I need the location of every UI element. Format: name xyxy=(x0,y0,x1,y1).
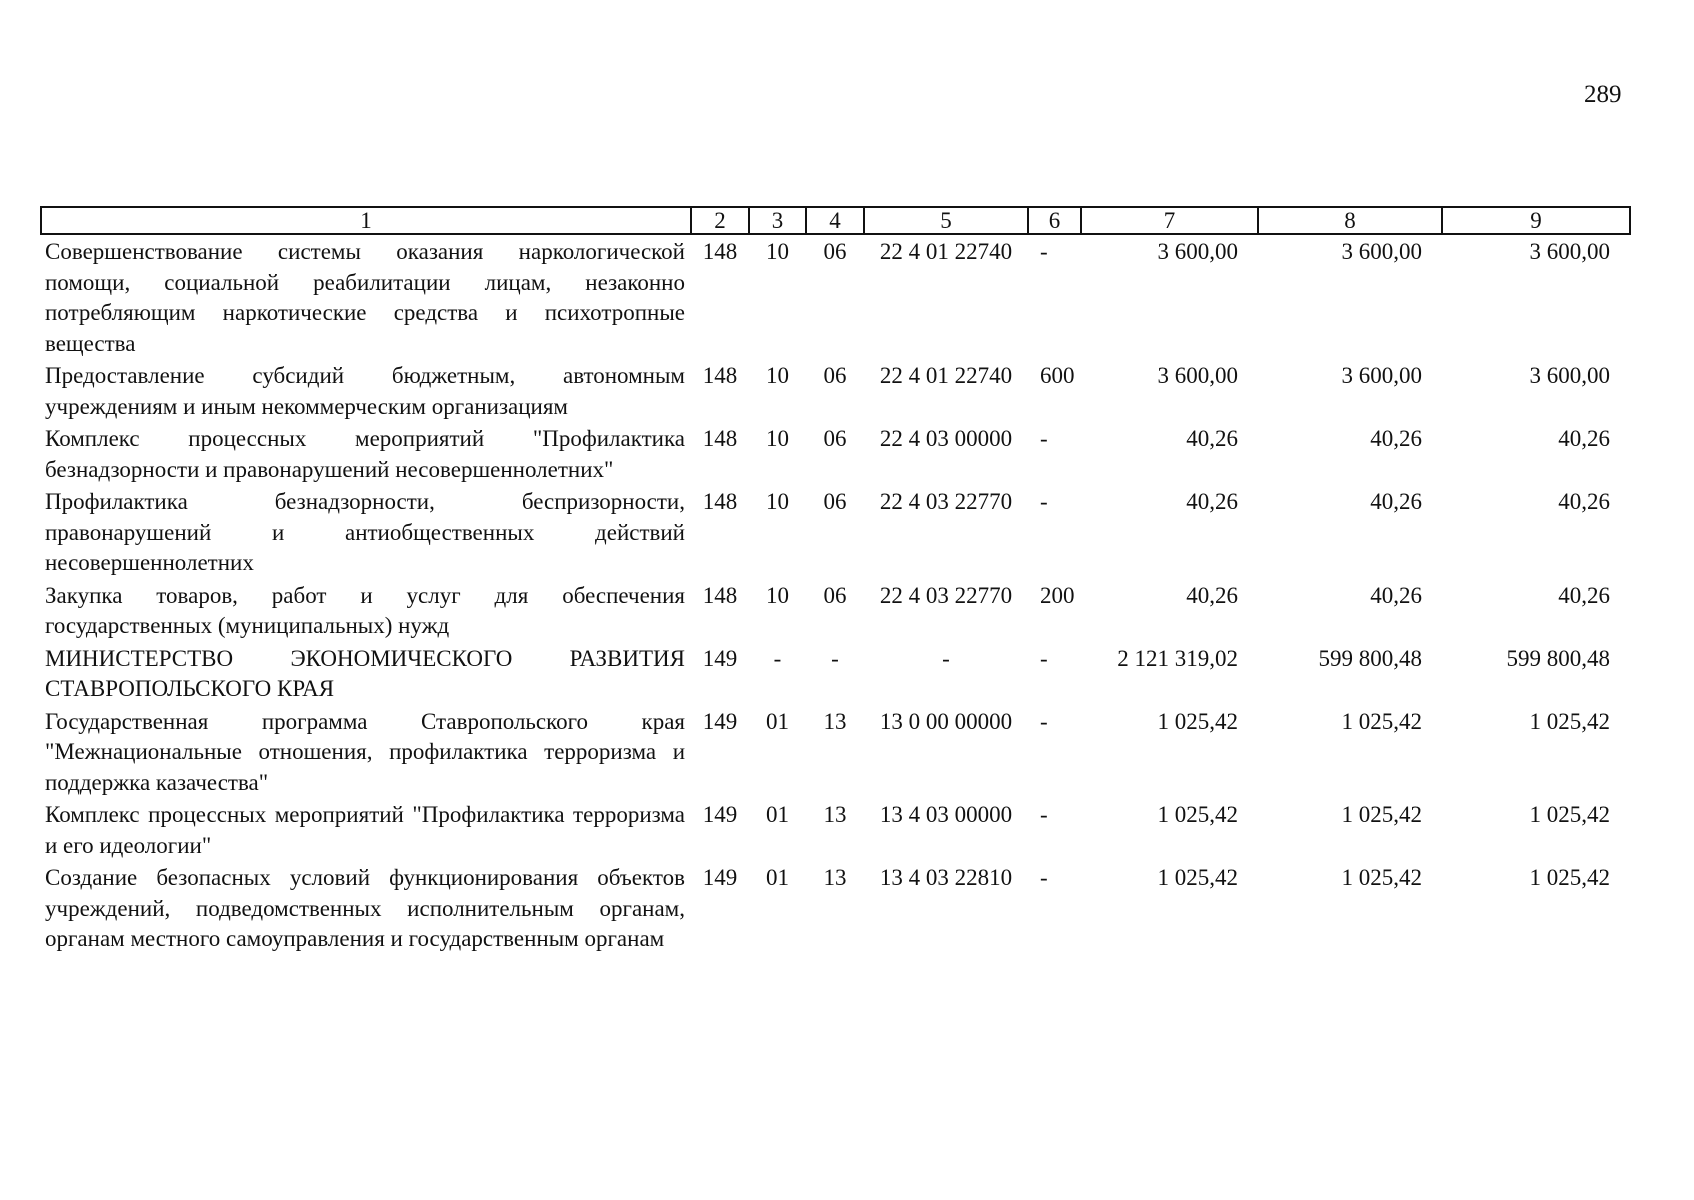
row-col-5-cell: 22 4 03 00000 xyxy=(879,426,1013,451)
row-col-4-cell: 06 xyxy=(823,426,847,451)
row-col-6-cell: - xyxy=(1040,802,1048,827)
row-col-2-cell: 148 xyxy=(702,582,738,608)
row-col-4-cell: 13 xyxy=(823,802,847,827)
row-col-8-cell: 3 600,00 xyxy=(1341,239,1422,264)
row-name-cell: Предоставление субсидий бюджетным, автономным учреждениям и иным некоммерческим организациям xyxy=(45,363,685,419)
header-col-4: 4 xyxy=(806,207,864,234)
row-col-7-cell: 1 025,42 xyxy=(1157,802,1238,827)
row-col-3-cell: 01 xyxy=(766,865,789,890)
row-col-4-cell: 06 xyxy=(823,489,847,514)
row-col-4-cell: 06 xyxy=(823,239,847,264)
row-name-cell: Профилактика безнадзорности, беспризорности, правонарушений и антиобщественных действий несовершеннолетних xyxy=(45,489,685,575)
row-col-6-cell: - xyxy=(1040,239,1048,264)
row-name-cell: Создание безопасных условий функционирования объектов учреждений, подведомственных исполнительным органам, органам местного самоуправления и государственным органам xyxy=(45,865,685,951)
row-col-8-cell: 40,26 xyxy=(1370,582,1422,608)
row-col-2-cell: 149 xyxy=(702,802,738,827)
row-col-9-cell: 40,26 xyxy=(1558,582,1610,608)
row-col-9-cell: 40,26 xyxy=(1558,489,1610,514)
row-name-cell: Комплекс процессных мероприятий "Профилактика безнадзорности и правонарушений несовершеннолетних" xyxy=(45,426,685,482)
row-col-8-cell: 1 025,42 xyxy=(1341,865,1422,890)
row-col-9-cell: 1 025,42 xyxy=(1529,865,1610,890)
table-row xyxy=(41,234,1630,359)
row-col-7-cell: 40,26 xyxy=(1186,582,1238,608)
row-name-cell: Совершенствование системы оказания наркологической помощи, социальной реабилитации лицам, незаконно потребляющим наркотические средства и психотропные вещества xyxy=(45,239,685,356)
header-col-1: 1 xyxy=(41,207,691,234)
row-name-cell: МИНИСТЕРСТВО ЭКОНОМИЧЕСКОГО РАЗВИТИЯ СТАВРОПОЛЬСКОГО КРАЯ xyxy=(45,645,685,701)
row-col-7-cell: 1 025,42 xyxy=(1157,708,1238,734)
row-col-6-cell: - xyxy=(1040,426,1048,451)
row-col-8-cell: 3 600,00 xyxy=(1341,363,1422,388)
row-col-4-cell: 13 xyxy=(823,708,847,734)
row-col-5-cell: 13 4 03 22810 xyxy=(879,865,1013,890)
row-name-cell: Государственная программа Ставропольского края "Межнациональные отношения, профилактика терроризма и поддержка казачества" xyxy=(45,708,685,795)
row-col-9-cell: 1 025,42 xyxy=(1529,708,1610,734)
header-col-6: 6 xyxy=(1028,207,1081,234)
header-col-2: 2 xyxy=(691,207,749,234)
row-col-8-cell: 599 800,48 xyxy=(1318,645,1422,671)
row-col-4-cell: - xyxy=(831,645,839,671)
table-header xyxy=(41,207,1630,234)
row-col-2-cell: 148 xyxy=(702,363,738,388)
table-body xyxy=(41,234,1630,955)
row-col-3-cell: 10 xyxy=(766,489,789,514)
table-row xyxy=(41,485,1630,579)
row-col-5-cell: - xyxy=(942,645,950,671)
row-col-4-cell: 06 xyxy=(823,582,847,608)
row-col-7-cell: 1 025,42 xyxy=(1157,865,1238,890)
row-col-3-cell: 10 xyxy=(766,582,789,608)
row-col-8-cell: 40,26 xyxy=(1370,489,1422,514)
row-col-3-cell: 01 xyxy=(766,708,789,734)
table-row xyxy=(41,579,1630,642)
row-col-4-cell: 06 xyxy=(823,363,847,388)
row-col-7-cell: 3 600,00 xyxy=(1157,239,1238,264)
row-col-9-cell: 3 600,00 xyxy=(1529,363,1610,388)
row-col-2-cell: 148 xyxy=(702,489,738,514)
row-col-5-cell: 22 4 01 22740 xyxy=(879,239,1013,264)
row-name-cell: Закупка товаров, работ и услуг для обеспечения государственных (муниципальных) нужд xyxy=(45,582,685,638)
row-col-6-cell: 600 xyxy=(1040,363,1075,388)
row-col-6-cell: 200 xyxy=(1040,582,1075,608)
page-number: 289 xyxy=(1584,81,1622,108)
row-col-2-cell: 149 xyxy=(702,865,738,890)
row-col-8-cell: 1 025,42 xyxy=(1341,708,1422,734)
row-col-7-cell: 2 121 319,02 xyxy=(1117,645,1238,671)
row-col-7-cell: 3 600,00 xyxy=(1157,363,1238,388)
row-col-7-cell: 40,26 xyxy=(1186,489,1238,514)
row-col-6-cell: - xyxy=(1040,708,1048,734)
header-col-8: 8 xyxy=(1258,207,1442,234)
header-col-9: 9 xyxy=(1442,207,1630,234)
row-col-3-cell: - xyxy=(773,645,782,671)
row-col-2-cell: 149 xyxy=(702,645,738,671)
row-col-6-cell: - xyxy=(1040,865,1048,890)
row-col-6-cell: - xyxy=(1040,645,1048,671)
header-col-7: 7 xyxy=(1081,207,1258,234)
table-row xyxy=(41,861,1630,955)
row-col-7-cell: 40,26 xyxy=(1186,426,1238,451)
row-col-5-cell: 13 0 00 00000 xyxy=(879,708,1013,734)
row-col-9-cell: 3 600,00 xyxy=(1529,239,1610,264)
row-col-6-cell: - xyxy=(1040,489,1048,514)
header-col-3: 3 xyxy=(749,207,806,234)
row-col-3-cell: 10 xyxy=(766,363,789,388)
row-col-2-cell: 148 xyxy=(702,426,738,451)
budget-table xyxy=(40,206,1631,955)
row-col-2-cell: 149 xyxy=(702,708,738,734)
row-col-8-cell: 40,26 xyxy=(1370,426,1422,451)
table-row xyxy=(41,422,1630,485)
table-row xyxy=(41,705,1630,799)
row-name-cell: Комплекс процессных мероприятий "Профилактика терроризма и его идеологии" xyxy=(45,802,685,858)
row-col-9-cell: 40,26 xyxy=(1558,426,1610,451)
table-row xyxy=(41,359,1630,422)
row-col-5-cell: 13 4 03 00000 xyxy=(879,802,1013,827)
row-col-5-cell: 22 4 01 22740 xyxy=(879,363,1013,388)
row-col-5-cell: 22 4 03 22770 xyxy=(879,489,1013,514)
row-col-3-cell: 10 xyxy=(766,426,789,451)
row-col-9-cell: 1 025,42 xyxy=(1529,802,1610,827)
row-col-3-cell: 01 xyxy=(766,802,789,827)
row-col-2-cell: 148 xyxy=(702,239,738,264)
row-col-9-cell: 599 800,48 xyxy=(1506,645,1610,671)
row-col-5-cell: 22 4 03 22770 xyxy=(879,582,1013,608)
header-row xyxy=(41,207,1630,234)
row-col-8-cell: 1 025,42 xyxy=(1341,802,1422,827)
table-row xyxy=(41,798,1630,861)
row-col-3-cell: 10 xyxy=(766,239,789,264)
row-col-4-cell: 13 xyxy=(823,865,847,890)
table-row xyxy=(41,642,1630,705)
header-col-5: 5 xyxy=(864,207,1028,234)
